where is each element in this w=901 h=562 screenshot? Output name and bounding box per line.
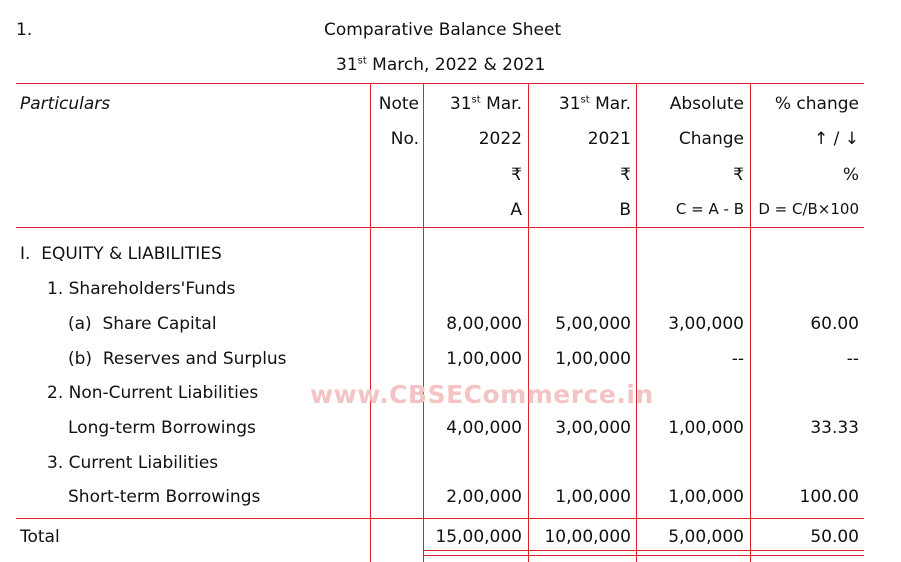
question-number: 1.: [16, 20, 33, 40]
header-2021-symbol: ₹: [620, 165, 631, 185]
header-2022-year: 2022: [478, 129, 522, 149]
rule-before-total: [16, 518, 864, 519]
row-reserves-absolute: --: [731, 349, 744, 369]
row-share-capital-percent: 60.00: [810, 314, 859, 334]
sheet-date: [336, 55, 545, 75]
watermark-text: www.CBSECommerce.in: [310, 380, 654, 409]
header-2021-year: 2021: [587, 129, 631, 149]
sheet-title: Comparative Balance Sheet: [324, 20, 562, 40]
header-2022-line1: [425, 94, 522, 114]
col-divider-2021: [636, 84, 637, 562]
header-note-line2: No.: [390, 129, 419, 149]
total-absolute: 5,00,000: [668, 527, 744, 547]
row-label-share-capital: (a) Share Capital: [68, 314, 217, 334]
col-divider-absolute: [750, 84, 751, 562]
header-percent-code: D = C/B×100: [758, 200, 859, 218]
row-label-short-term-borrowings: Short-term Borrowings: [68, 487, 261, 507]
rule-top: [16, 83, 864, 84]
rule-total-double-1: [424, 550, 864, 551]
header-absolute-symbol: ₹: [733, 165, 744, 185]
date-day: 31: [336, 55, 358, 75]
rule-header-bottom: [16, 227, 864, 228]
row-label-current-liabilities: 3. Current Liabilities: [47, 453, 219, 473]
date-rest: March, 2022 & 2021: [366, 55, 546, 75]
row-label-equity-liabilities: I. EQUITY & LIABILITIES: [20, 244, 222, 264]
header-2022-rest: Mar.: [480, 94, 522, 114]
total-2022: 15,00,000: [435, 527, 522, 547]
header-2021-day: 31: [558, 94, 581, 114]
row-label-shareholders-funds: 1. Shareholders'Funds: [47, 279, 236, 299]
row-short-term-2021: 1,00,000: [555, 487, 631, 507]
row-share-capital-2022: 8,00,000: [446, 314, 522, 334]
row-short-term-percent: 100.00: [799, 487, 859, 507]
row-label-long-term-borrowings: Long-term Borrowings: [68, 418, 256, 438]
header-2022-symbol: ₹: [511, 165, 522, 185]
header-absolute-line2: Change: [678, 129, 744, 149]
row-long-term-2022: 4,00,000: [446, 418, 522, 438]
header-absolute-line1: Absolute: [669, 94, 744, 114]
header-percent-arrows: ↑ / ↓: [813, 129, 859, 149]
row-long-term-absolute: 1,00,000: [668, 418, 744, 438]
total-percent: 50.00: [810, 527, 859, 547]
date-sup: st: [357, 55, 367, 67]
row-long-term-2021: 3,00,000: [555, 418, 631, 438]
header-percent-line1: % change: [774, 94, 859, 114]
row-reserves-2021: 1,00,000: [555, 349, 631, 369]
header-note-line1: Note: [378, 94, 419, 114]
total-2021: 10,00,000: [544, 527, 631, 547]
header-2021-sup: st: [580, 94, 590, 106]
total-label: Total: [20, 527, 60, 547]
row-share-capital-absolute: 3,00,000: [668, 314, 744, 334]
row-long-term-percent: 33.33: [810, 418, 859, 438]
header-2021-code: B: [619, 200, 631, 220]
row-short-term-absolute: 1,00,000: [668, 487, 744, 507]
col-divider-particulars: [370, 84, 371, 562]
header-2022-code: A: [510, 200, 522, 220]
header-2021-rest: Mar.: [589, 94, 631, 114]
row-share-capital-2021: 5,00,000: [555, 314, 631, 334]
header-2021-line1: [530, 94, 631, 114]
header-2022-day: 31: [449, 94, 472, 114]
row-reserves-percent: --: [846, 349, 859, 369]
header-particulars: Particulars: [20, 94, 111, 114]
row-short-term-2022: 2,00,000: [446, 487, 522, 507]
header-percent-symbol: %: [842, 165, 859, 185]
col-divider-note: [423, 84, 424, 562]
row-label-reserves-surplus: (b) Reserves and Surplus: [68, 349, 287, 369]
row-label-non-current-liabilities: 2. Non-Current Liabilities: [47, 383, 259, 403]
row-reserves-2022: 1,00,000: [446, 349, 522, 369]
header-2022-sup: st: [471, 94, 481, 106]
header-absolute-code: C = A - B: [675, 200, 744, 218]
rule-total-double-2: [424, 555, 864, 556]
col-divider-2022: [528, 84, 529, 562]
